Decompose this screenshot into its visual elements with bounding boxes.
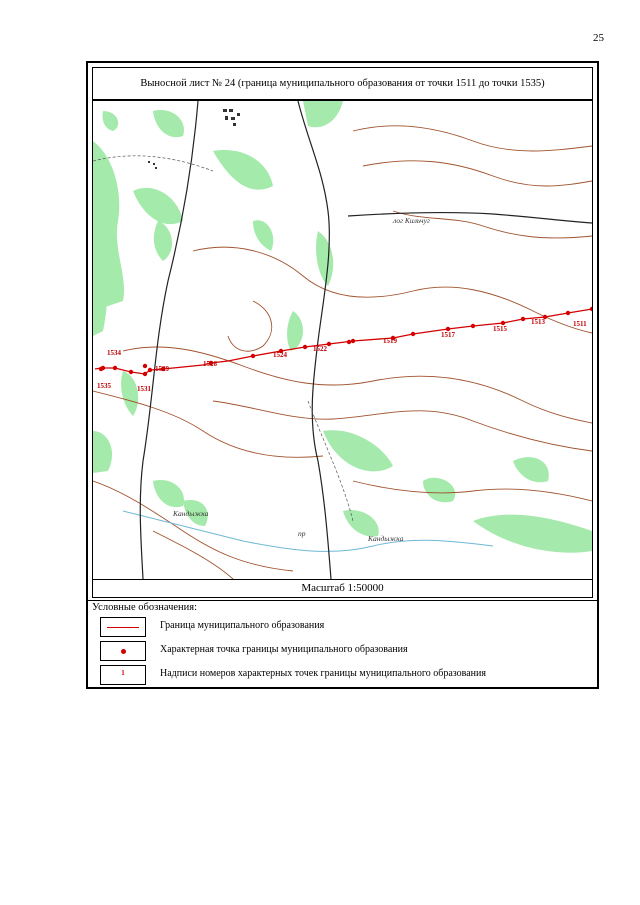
place-label-log-kilchug: лог Кильчуг xyxy=(393,216,430,225)
boundary-point xyxy=(129,370,133,374)
boundary-point xyxy=(143,372,147,376)
page-number: 25 xyxy=(593,32,604,44)
boundary-point xyxy=(411,332,415,336)
point-label-1517: 1517 xyxy=(441,331,455,339)
legend-item-boundary xyxy=(100,617,580,637)
boundary-point xyxy=(521,317,525,321)
place-label-kandyzhka-1: Кандыжка xyxy=(173,509,209,518)
boundary-point xyxy=(148,368,152,372)
map-scale: Масштаб 1:50000 xyxy=(92,580,593,598)
forest-areas xyxy=(93,101,592,553)
map-canvas xyxy=(93,101,592,579)
boundary-point xyxy=(99,367,103,371)
place-label-kandyzhka-2: Кандыжка xyxy=(368,534,404,543)
legend-label: Надписи номеров характерных точек границы муниципального образования xyxy=(160,668,486,679)
boundary-point xyxy=(113,366,117,370)
map-frame xyxy=(92,100,593,580)
boundary-point xyxy=(351,339,355,343)
boundary-point xyxy=(347,340,351,344)
boundary-point xyxy=(471,324,475,328)
legend-item-point xyxy=(100,641,580,661)
boundary-point xyxy=(327,342,331,346)
point-label-1513: 1513 xyxy=(531,318,545,326)
point-label-1522: 1522 xyxy=(313,345,327,353)
point-label-1535: 1535 xyxy=(97,382,111,390)
boundary-point xyxy=(590,307,592,311)
place-label-pr: пр xyxy=(298,529,306,538)
legend-symbol-number-text: 1 xyxy=(121,669,125,677)
legend-symbol-dot xyxy=(100,641,146,661)
point-label-1524: 1524 xyxy=(273,351,287,359)
boundary-line xyxy=(95,309,592,374)
point-label-1511: 1511 xyxy=(573,320,587,328)
legend-label: Граница муниципального образования xyxy=(160,620,325,631)
point-label-1531: 1531 xyxy=(137,385,151,393)
legend-label: Характерная точка границы муниципального образования xyxy=(160,644,408,655)
legend xyxy=(88,600,597,688)
map-sheet xyxy=(86,61,599,689)
legend-symbol-line xyxy=(100,617,146,637)
boundary-point xyxy=(251,354,255,358)
point-label-1529: 1529 xyxy=(155,365,169,373)
point-label-1534: 1534 xyxy=(107,349,121,357)
sheet-title: Выносной лист № 24 (граница муниципального образования от точки 1511 до точки 1535) xyxy=(92,67,593,100)
legend-title: Условные обозначения: xyxy=(92,602,198,613)
boundary-point xyxy=(566,311,570,315)
dashed-tracks xyxy=(93,156,353,521)
legend-item-number xyxy=(100,665,580,685)
point-label-1515: 1515 xyxy=(493,325,507,333)
boundary-point xyxy=(143,364,147,368)
legend-symbol-number xyxy=(100,665,146,685)
point-label-1526: 1526 xyxy=(203,360,217,368)
point-label-1519: 1519 xyxy=(383,337,397,345)
boundary-point xyxy=(303,345,307,349)
contour-lines xyxy=(93,126,592,579)
